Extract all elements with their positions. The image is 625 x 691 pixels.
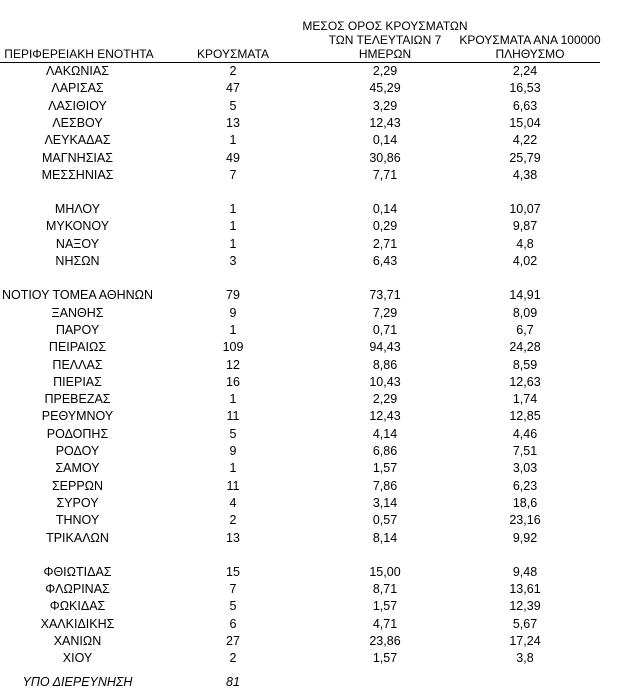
per100k-value: 9,48 (512, 564, 538, 579)
per100k-value: 4,02 (512, 254, 538, 268)
region-name: ΛΕΣΒΟΥ (52, 115, 103, 130)
per100k-value: 25,79 (509, 150, 541, 165)
avg7-value: 12,43 (369, 409, 401, 424)
case-count: 3 (229, 254, 237, 268)
table-row (0, 512, 625, 529)
region-name: ΡΟΔΟΥ (55, 444, 100, 458)
region-name: ΦΘΙΩΤΙΔΑΣ (43, 564, 112, 579)
avg7-value: 0,57 (372, 513, 398, 528)
table-row (0, 495, 625, 512)
avg7-value: 23,86 (369, 634, 401, 648)
table-row (0, 408, 625, 425)
avg7-value: 94,43 (369, 340, 401, 355)
table-row (0, 478, 625, 495)
region-name: ΛΑΚΩΝΙΑΣ (46, 64, 109, 78)
table-row (0, 443, 625, 460)
per100k-value: 12,63 (509, 374, 541, 389)
avg7-value: 12,43 (369, 115, 401, 130)
case-count: 2 (229, 651, 237, 666)
per100k-value: 15,04 (509, 115, 541, 130)
table-row (0, 150, 625, 167)
per100k-value: 4,46 (512, 426, 538, 441)
case-count: 16 (226, 374, 240, 389)
case-count: 12 (226, 357, 240, 372)
case-count: 1 (229, 219, 237, 234)
region-name: ΝΟΤΙΟΥ ΤΟΜΕΑ ΑΘΗΝΩΝ (1, 288, 154, 303)
table-row (0, 633, 625, 650)
avg7-value: 8,14 (372, 530, 398, 545)
per100k-value: 12,39 (509, 599, 541, 614)
table-row (0, 63, 625, 80)
avg7-value: 30,86 (369, 150, 401, 165)
case-count: 4 (229, 495, 237, 510)
header-cases: ΚΡΟΥΣΜΑΤΑ (197, 47, 269, 61)
avg7-value: 73,71 (369, 288, 401, 303)
per100k-value: 9,92 (512, 530, 538, 545)
case-count: 2 (229, 64, 237, 78)
region-name: ΝΑΞΟΥ (55, 236, 100, 251)
per100k-value: 5,67 (512, 616, 538, 631)
case-count: 11 (226, 478, 240, 493)
avg7-value: 6,43 (372, 254, 398, 268)
case-count: 1 (229, 461, 237, 476)
region-name: ΜΗΛΟΥ (54, 202, 101, 217)
table-row (0, 564, 625, 581)
region-name: ΤΡΙΚΑΛΩΝ (46, 530, 109, 545)
case-count: 13 (226, 115, 240, 130)
table-row (0, 322, 625, 339)
per100k-value: 4,38 (512, 167, 538, 182)
region-name: ΡΟΔΟΠΗΣ (46, 426, 109, 441)
avg7-value: 2,71 (372, 236, 398, 251)
avg7-value: 8,86 (372, 357, 398, 372)
region-name: ΛΑΣΙΘΙΟΥ (48, 98, 107, 113)
case-count: 11 (226, 409, 240, 424)
table-row (0, 236, 625, 253)
region-name: ΜΑΓΝΗΣΙΑΣ (42, 150, 113, 165)
region-name: ΠΕΛΛΑΣ (52, 357, 103, 372)
avg7-value: 6,86 (372, 444, 398, 458)
avg7-value: 0,14 (372, 133, 398, 148)
case-count: 1 (229, 202, 237, 217)
region-name: ΛΑΡΙΣΑΣ (51, 81, 104, 96)
footer-cases: 81 (226, 675, 240, 689)
table-row (0, 530, 625, 547)
per100k-value: 23,16 (509, 513, 541, 528)
table-row (0, 253, 625, 270)
case-count: 2 (229, 513, 237, 528)
per100k-value: 1,74 (512, 392, 538, 407)
avg7-value: 1,57 (372, 461, 398, 476)
table-row (0, 426, 625, 443)
case-count: 27 (226, 634, 240, 648)
footer-label: ΥΠΟ ΔΙΕΡΕΥΝΗΣΗ (22, 675, 133, 689)
region-name: ΣΑΜΟΥ (55, 461, 100, 476)
avg7-value: 0,71 (372, 322, 398, 337)
table-row (0, 616, 625, 633)
per100k-value: 17,24 (509, 634, 541, 648)
region-name: ΠΡΕΒΕΖΑΣ (44, 392, 111, 407)
region-name: ΤΗΝΟΥ (55, 513, 100, 528)
table-row (0, 218, 625, 235)
case-count: 49 (226, 150, 240, 165)
per100k-value: 6,7 (516, 322, 534, 337)
per100k-value: 6,63 (512, 98, 538, 113)
region-name: ΛΕΥΚΑΔΑΣ (44, 133, 111, 148)
case-count: 1 (229, 322, 237, 337)
case-count: 5 (229, 599, 237, 614)
avg7-value: 1,57 (372, 651, 398, 666)
region-name: ΡΕΘΥΜΝΟΥ (41, 409, 114, 424)
table-row (0, 201, 625, 218)
case-count: 5 (229, 426, 237, 441)
table-row (0, 305, 625, 322)
region-name: ΠΕΙΡΑΙΩΣ (48, 340, 107, 355)
header-per100k: ΚΡΟΥΣΜΑΤΑ ΑΝΑ 100000 ΠΛΗΘΥΣΜΟ (459, 33, 601, 61)
case-count: 1 (229, 133, 237, 148)
avg7-value: 15,00 (369, 564, 401, 579)
avg7-value: 4,71 (372, 616, 398, 631)
per100k-value: 24,28 (509, 340, 541, 355)
case-count: 47 (226, 81, 240, 96)
table-row (0, 167, 625, 184)
table-row (0, 287, 625, 304)
per100k-value: 8,09 (512, 305, 538, 320)
table-row (0, 132, 625, 149)
avg7-value: 7,29 (372, 305, 398, 320)
table-row (0, 650, 625, 667)
region-name: ΠΙΕΡΙΑΣ (53, 374, 102, 389)
avg7-value: 3,29 (372, 98, 398, 113)
per100k-value: 3,8 (516, 651, 534, 666)
case-count: 1 (229, 236, 237, 251)
region-name: ΦΛΩΡΙΝΑΣ (45, 582, 110, 597)
per100k-value: 14,91 (509, 288, 541, 303)
per100k-value: 18,6 (512, 495, 538, 510)
region-name: ΝΗΣΩΝ (55, 254, 100, 268)
region-name: ΣΕΡΡΩΝ (51, 478, 104, 493)
table-row (0, 339, 625, 356)
per100k-value: 8,59 (512, 357, 538, 372)
region-name: ΞΑΝΘΗΣ (51, 305, 104, 320)
per100k-value: 3,03 (512, 461, 538, 476)
table-row (0, 357, 625, 374)
region-name: ΜΥΚΟΝΟΥ (45, 219, 110, 234)
per100k-value: 13,61 (509, 582, 541, 597)
region-name: ΠΑΡΟΥ (55, 322, 100, 337)
avg7-value: 8,71 (372, 582, 398, 597)
case-count: 109 (222, 340, 244, 355)
case-count: 1 (229, 392, 237, 407)
avg7-value: 7,86 (372, 478, 398, 493)
avg7-value: 45,29 (369, 81, 401, 96)
region-name: ΧΑΛΚΙΔΙΚΗΣ (40, 616, 115, 631)
footer-row (0, 674, 625, 691)
per100k-value: 16,53 (509, 81, 541, 96)
avg7-value: 0,14 (372, 202, 398, 217)
region-name: ΜΕΣΣΗΝΙΑΣ (41, 167, 114, 182)
header-avg7: ΜΕΣΟΣ ΟΡΟΣ ΚΡΟΥΣΜΑΤΩΝ ΤΩΝ ΤΕΛΕΥΤΑΙΩΝ 7 ΗΜΕΡΩΝ (302, 19, 468, 61)
avg7-value: 1,57 (372, 599, 398, 614)
region-name: ΣΥΡΟΥ (56, 495, 99, 510)
case-count: 79 (226, 288, 240, 303)
case-count: 9 (229, 444, 237, 458)
per100k-value: 9,87 (512, 219, 538, 234)
region-name: ΧΙΟΥ (62, 651, 93, 666)
table-row (0, 598, 625, 615)
per100k-value: 4,8 (516, 236, 534, 251)
per100k-value: 4,22 (512, 133, 538, 148)
per100k-value: 2,24 (512, 64, 538, 78)
case-count: 5 (229, 98, 237, 113)
case-count: 13 (226, 530, 240, 545)
table-row (0, 460, 625, 477)
region-name: ΦΩΚΙΔΑΣ (49, 599, 106, 614)
avg7-value: 2,29 (372, 64, 398, 78)
table-row (0, 98, 625, 115)
header-region: ΠΕΡΙΦΕΡΕΙΑΚΗ ΕΝΟΤΗΤΑ (4, 47, 154, 61)
case-count: 9 (229, 305, 237, 320)
avg7-value: 3,14 (372, 495, 398, 510)
case-count: 7 (229, 582, 237, 597)
avg7-value: 4,14 (372, 426, 398, 441)
avg7-value: 0,29 (372, 219, 398, 234)
table-row (0, 581, 625, 598)
region-name: ΧΑΝΙΩΝ (53, 634, 102, 648)
table-row (0, 374, 625, 391)
per100k-value: 6,23 (512, 478, 538, 493)
avg7-value: 7,71 (372, 167, 398, 182)
avg7-value: 10,43 (369, 374, 401, 389)
case-count: 15 (226, 564, 240, 579)
table-row (0, 391, 625, 408)
per100k-value: 12,85 (509, 409, 541, 424)
case-count: 7 (229, 167, 237, 182)
case-count: 6 (229, 616, 237, 631)
avg7-value: 2,29 (372, 392, 398, 407)
table-row (0, 115, 625, 132)
per100k-value: 7,51 (512, 444, 538, 458)
per100k-value: 10,07 (509, 202, 541, 217)
table-row (0, 80, 625, 97)
